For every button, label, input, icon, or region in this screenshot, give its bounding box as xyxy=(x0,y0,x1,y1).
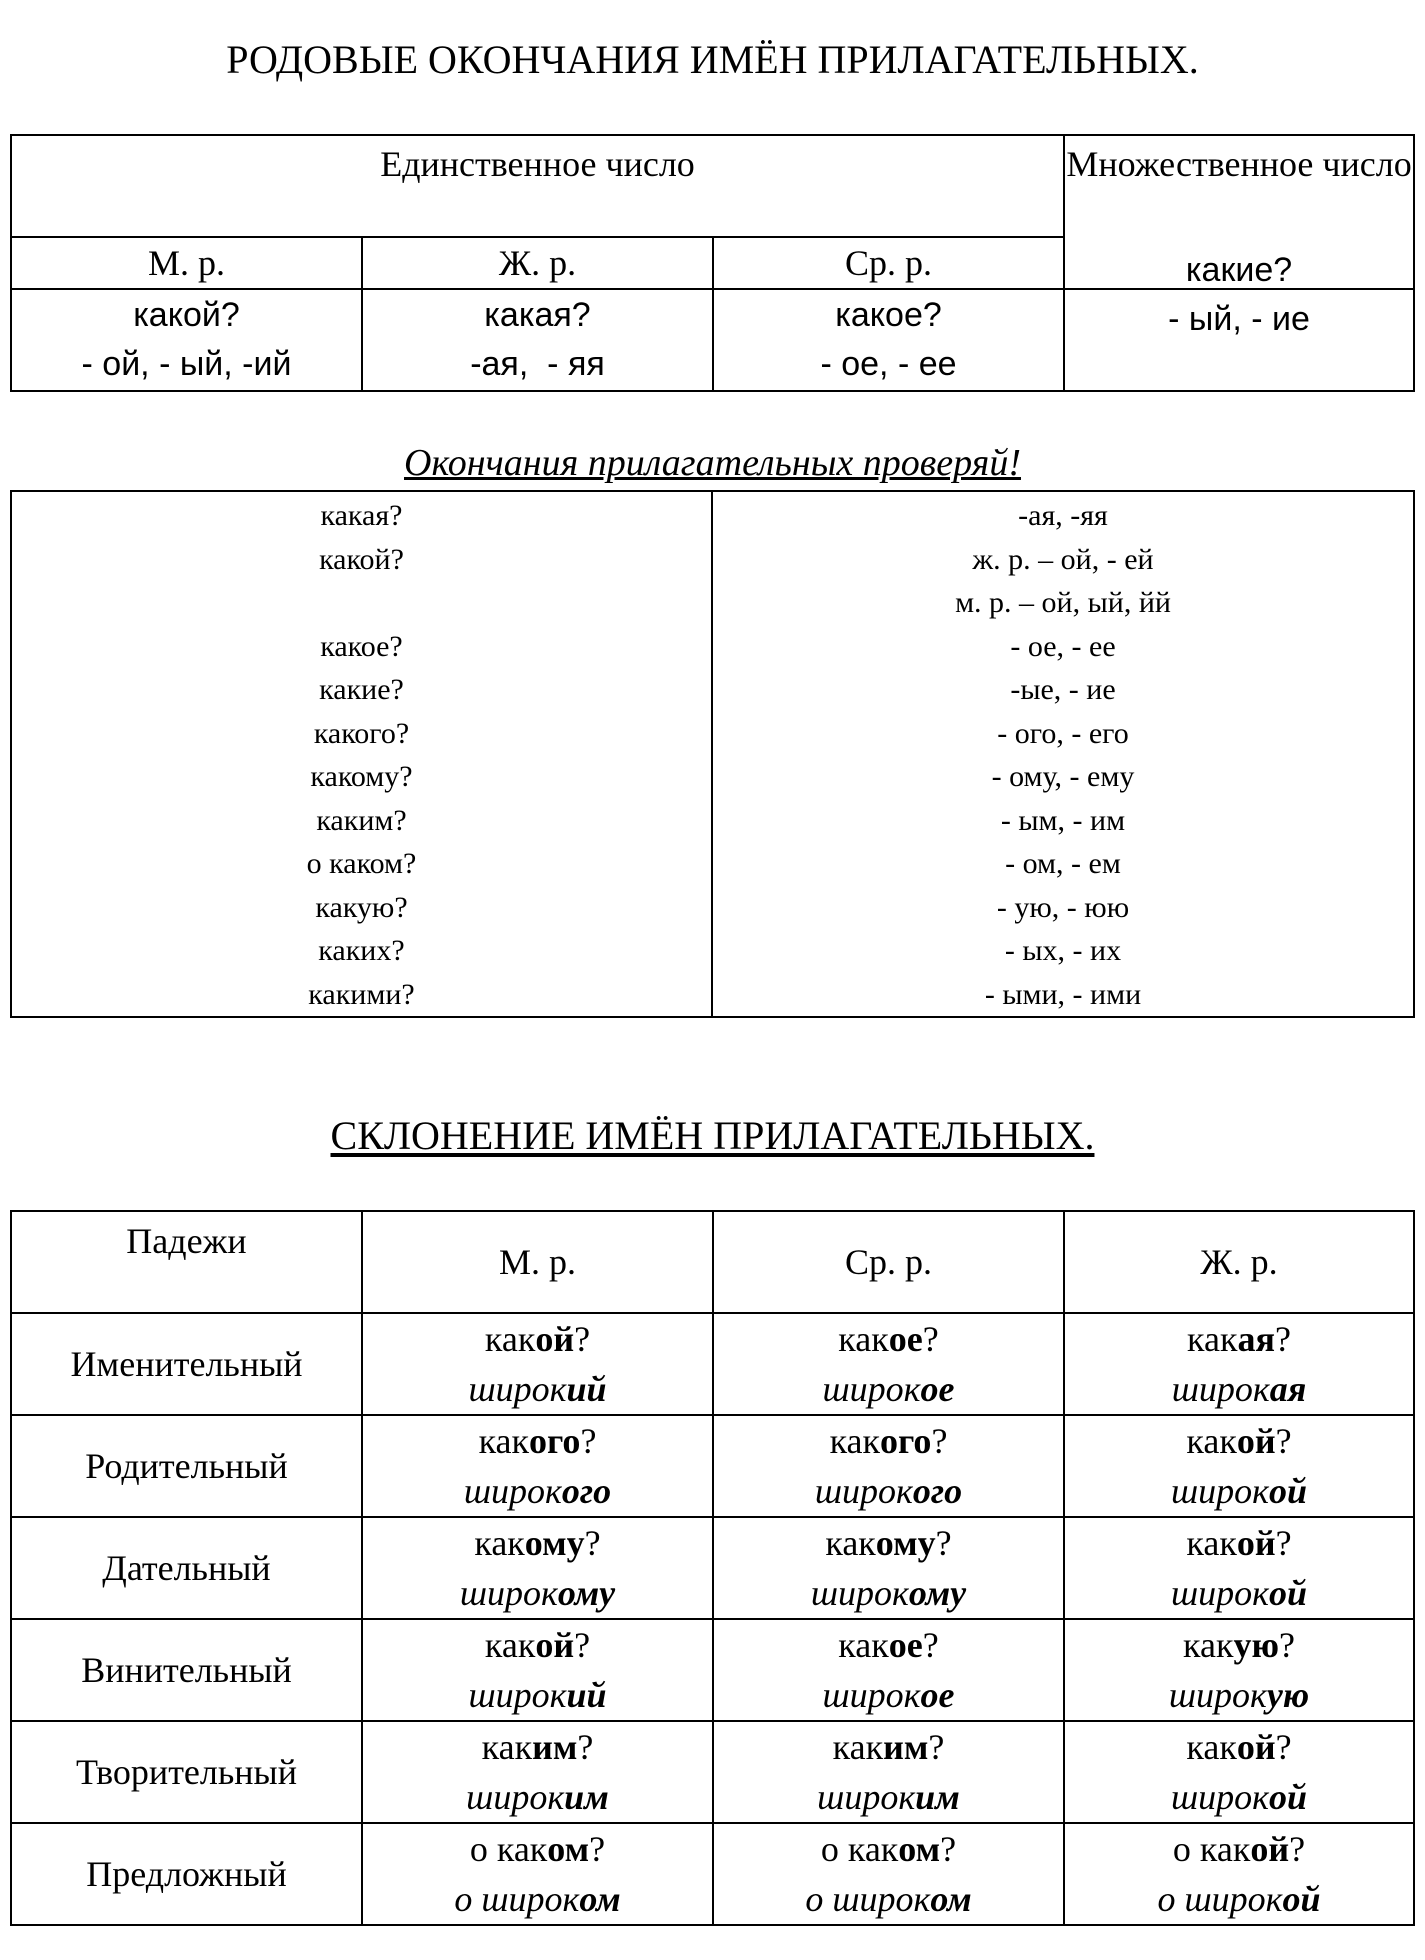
fem-question: какая? xyxy=(484,296,591,334)
masc-header: М. р. xyxy=(362,1211,713,1313)
ending-item: - ых, - их xyxy=(1004,934,1122,967)
neut-form-cell xyxy=(713,1313,1064,1415)
question-ending: ом xyxy=(547,1829,590,1869)
example-stem: о широк xyxy=(454,1879,580,1919)
question-mark: ? xyxy=(589,1829,606,1869)
case-name: Родительный xyxy=(11,1415,362,1517)
fem-header: Ж. р. xyxy=(362,237,713,289)
question-word xyxy=(714,1722,1063,1772)
question-endings-table xyxy=(10,490,1415,1018)
question-stem: как xyxy=(484,1625,536,1665)
question-ending: ой xyxy=(1236,1523,1276,1563)
question-item: какую? xyxy=(315,890,408,924)
masc-header: М. р. xyxy=(11,237,362,289)
question-word xyxy=(714,1518,1063,1568)
question-ending: ое xyxy=(888,1319,923,1359)
ending-item: - ого, - его xyxy=(997,716,1129,750)
question-item: какая? xyxy=(320,499,403,532)
question-mark: ? xyxy=(1275,1523,1292,1563)
question-ending: ому xyxy=(875,1523,936,1563)
page-title: РОДОВЫЕ ОКОНЧАНИЯ ИМЁН ПРИЛАГАТЕЛЬНЫХ. xyxy=(226,37,1199,82)
question-stem: как xyxy=(474,1523,525,1563)
question-stem: как xyxy=(838,1319,889,1359)
fem-form-cell xyxy=(1064,1619,1414,1721)
fem-form-cell xyxy=(1064,1313,1414,1415)
example-word xyxy=(363,1364,712,1414)
example-ending: ого xyxy=(912,1471,963,1511)
neut-header: Ср. р. xyxy=(713,1211,1064,1313)
question-mark: ? xyxy=(1275,1727,1292,1767)
ending-item: - ым, - им xyxy=(1000,803,1126,837)
example-ending: ой xyxy=(1268,1777,1308,1817)
case-row xyxy=(11,1313,1414,1415)
example-word xyxy=(714,1466,1063,1516)
question-stem: как xyxy=(829,1421,880,1461)
example-ending: ому xyxy=(557,1573,616,1613)
ending-item: - ое, - ее xyxy=(1010,629,1116,663)
example-word xyxy=(363,1772,712,1822)
example-stem: широк xyxy=(463,1471,562,1511)
example-stem: широк xyxy=(468,1675,567,1715)
fem-cell xyxy=(362,289,713,391)
gender-endings-table xyxy=(10,134,1415,392)
question-mark: ? xyxy=(922,1625,939,1665)
example-stem: широк xyxy=(822,1675,921,1715)
neut-endings: - ое, - ее xyxy=(820,345,957,383)
neut-cell xyxy=(713,289,1064,391)
ending-item: - ом, - ем xyxy=(1005,847,1121,880)
example-ending: ую xyxy=(1266,1675,1310,1715)
question-ending: ого xyxy=(879,1421,932,1461)
section-title: СКЛОНЕНИЕ ИМЁН ПРИЛАГАТЕЛЬНЫХ. xyxy=(330,1113,1095,1158)
cases-header: Падежи xyxy=(11,1211,362,1313)
masc-endings: - ой, - ый, -ий xyxy=(81,345,292,383)
fem-form-cell xyxy=(1064,1517,1414,1619)
question-stem: как xyxy=(832,1727,884,1767)
question-ending: ую xyxy=(1233,1625,1279,1665)
example-ending: ой xyxy=(1268,1471,1308,1511)
example-stem: широк xyxy=(1168,1675,1267,1715)
question-mark: ? xyxy=(1289,1829,1306,1869)
question-mark: ? xyxy=(922,1319,939,1359)
case-name: Предложный xyxy=(11,1823,362,1925)
example-stem: широк xyxy=(459,1573,558,1613)
question-stem: как xyxy=(838,1625,889,1665)
example-ending: ом xyxy=(579,1879,621,1919)
masc-form-cell xyxy=(362,1415,713,1517)
case-row xyxy=(11,1721,1414,1823)
example-stem: о широк xyxy=(1157,1879,1283,1919)
example-ending: ому xyxy=(908,1573,967,1613)
question-mark: ? xyxy=(574,1625,591,1665)
example-stem: широк xyxy=(817,1777,916,1817)
example-ending: им xyxy=(915,1777,960,1817)
question-word xyxy=(363,1620,712,1670)
plural-endings: - ый, - ие xyxy=(1168,300,1310,338)
masc-form-cell xyxy=(362,1721,713,1823)
question-mark: ? xyxy=(1275,1421,1292,1461)
example-stem: широк xyxy=(1170,1471,1269,1511)
plural-cell xyxy=(1064,251,1414,391)
question-ending: ой xyxy=(1236,1421,1276,1461)
question-stem: как xyxy=(1186,1421,1237,1461)
example-ending: ое xyxy=(920,1369,955,1409)
question-item: какому? xyxy=(310,760,413,793)
question-ending: ое xyxy=(888,1625,923,1665)
question-word xyxy=(363,1824,712,1874)
question-word xyxy=(363,1416,712,1466)
example-stem: широк xyxy=(1171,1369,1270,1409)
case-name: Винительный xyxy=(11,1619,362,1721)
question-word xyxy=(363,1314,712,1364)
plural-question: какие? xyxy=(1185,251,1293,289)
example-word xyxy=(1065,1670,1413,1720)
question-mark: ? xyxy=(928,1727,945,1767)
example-word xyxy=(1065,1466,1413,1516)
fem-form-cell xyxy=(1064,1415,1414,1517)
questions-column xyxy=(11,491,712,1017)
example-word xyxy=(363,1568,712,1618)
example-stem: широк xyxy=(468,1369,567,1409)
question-word xyxy=(714,1314,1063,1364)
question-ending: ой xyxy=(535,1625,575,1665)
fem-endings: -ая, - яя xyxy=(470,345,605,383)
question-stem: как xyxy=(1187,1319,1238,1359)
question-word xyxy=(363,1722,712,1772)
example-word xyxy=(1065,1364,1413,1414)
example-ending: ой xyxy=(1268,1573,1308,1613)
example-ending: ого xyxy=(561,1471,612,1511)
question-item: какого? xyxy=(313,716,410,750)
ending-item: ж. р. – ой, - ей xyxy=(972,542,1154,576)
neut-form-cell xyxy=(713,1517,1064,1619)
example-stem: широк xyxy=(1170,1573,1269,1613)
example-word xyxy=(363,1874,712,1924)
example-ending: ой xyxy=(1282,1879,1321,1919)
question-stem: как xyxy=(1186,1523,1237,1563)
neut-form-cell xyxy=(713,1619,1064,1721)
question-ending: ом xyxy=(898,1829,941,1869)
example-word xyxy=(363,1670,712,1720)
neut-form-cell xyxy=(713,1721,1064,1823)
masc-form-cell xyxy=(362,1823,713,1925)
neut-question: какое? xyxy=(835,296,942,334)
example-word xyxy=(1065,1772,1413,1822)
ending-item: -ая, -яя xyxy=(1018,499,1108,532)
case-name: Дательный xyxy=(11,1517,362,1619)
example-word xyxy=(714,1772,1063,1822)
case-row xyxy=(11,1415,1414,1517)
question-stem: о как xyxy=(1172,1829,1251,1869)
question-mark: ? xyxy=(1274,1319,1291,1359)
endings-column xyxy=(712,491,1414,1017)
question-item: какое? xyxy=(320,629,403,663)
question-word xyxy=(714,1620,1063,1670)
question-word xyxy=(1065,1416,1413,1466)
example-word xyxy=(714,1874,1063,1924)
question-ending: ой xyxy=(1250,1829,1290,1869)
question-word xyxy=(1065,1824,1413,1874)
fem-form-cell xyxy=(1064,1823,1414,1925)
question-mark: ? xyxy=(577,1727,594,1767)
question-stem: как xyxy=(825,1523,876,1563)
example-ending: ое xyxy=(920,1675,955,1715)
ending-item: - ыми, - ими xyxy=(984,977,1142,1011)
question-item: какие? xyxy=(319,673,404,706)
question-item: какой? xyxy=(319,542,404,576)
question-stem: как xyxy=(478,1421,529,1461)
ending-item: - ую, - юю xyxy=(996,890,1130,924)
question-mark: ? xyxy=(584,1523,601,1563)
question-ending: ой xyxy=(535,1319,575,1359)
ending-item: -ые, - ие xyxy=(1010,673,1116,706)
question-word xyxy=(714,1416,1063,1466)
masc-question: какой? xyxy=(133,296,240,334)
ending-item: м. р. – ой, ый, йй xyxy=(955,586,1171,619)
question-word xyxy=(1065,1518,1413,1568)
example-word xyxy=(714,1670,1063,1720)
question-word xyxy=(1065,1314,1413,1364)
neut-form-cell xyxy=(713,1415,1064,1517)
example-ending: ий xyxy=(566,1369,607,1409)
check-endings-note: Окончания прилагательных проверяй! xyxy=(404,442,1021,484)
example-word xyxy=(1065,1568,1413,1618)
neut-header: Ср. р. xyxy=(713,237,1064,289)
question-mark: ? xyxy=(931,1421,948,1461)
example-stem: широк xyxy=(810,1573,909,1613)
question-item: каких? xyxy=(318,934,405,967)
question-word xyxy=(1065,1620,1413,1670)
example-ending: им xyxy=(564,1777,609,1817)
question-mark: ? xyxy=(1278,1625,1295,1665)
question-ending: им xyxy=(883,1727,929,1767)
example-stem: широк xyxy=(814,1471,913,1511)
singular-header: Единственное число xyxy=(11,135,1064,237)
question-ending: им xyxy=(532,1727,578,1767)
example-stem: о широк xyxy=(805,1879,931,1919)
question-item: о каком? xyxy=(306,847,417,880)
example-stem: широк xyxy=(1170,1777,1269,1817)
example-ending: ий xyxy=(566,1675,607,1715)
question-stem: как xyxy=(1183,1625,1234,1665)
question-item xyxy=(12,581,711,625)
question-stem: о как xyxy=(469,1829,548,1869)
question-word xyxy=(363,1518,712,1568)
question-item: каким? xyxy=(316,803,407,837)
question-stem: как xyxy=(484,1319,536,1359)
question-word xyxy=(1065,1722,1413,1772)
masc-cell xyxy=(11,289,362,391)
example-ending: ом xyxy=(930,1879,972,1919)
question-ending: ая xyxy=(1237,1319,1275,1359)
question-mark: ? xyxy=(574,1319,591,1359)
question-mark: ? xyxy=(935,1523,952,1563)
example-word xyxy=(1065,1874,1413,1924)
fem-header: Ж. р. xyxy=(1064,1211,1414,1313)
case-row xyxy=(11,1823,1414,1925)
question-ending: ой xyxy=(1236,1727,1276,1767)
example-word xyxy=(714,1568,1063,1618)
masc-form-cell xyxy=(362,1313,713,1415)
question-mark: ? xyxy=(580,1421,597,1461)
example-ending: ая xyxy=(1269,1369,1307,1409)
question-ending: ого xyxy=(528,1421,581,1461)
masc-form-cell xyxy=(362,1619,713,1721)
case-name: Творительный xyxy=(11,1721,362,1823)
plural-header: Множественное число xyxy=(1064,135,1414,289)
question-stem: как xyxy=(1186,1727,1237,1767)
masc-form-cell xyxy=(362,1517,713,1619)
question-mark: ? xyxy=(940,1829,957,1869)
question-ending: ому xyxy=(524,1523,585,1563)
case-row xyxy=(11,1619,1414,1721)
question-stem: как xyxy=(481,1727,533,1767)
question-stem: о как xyxy=(820,1829,899,1869)
case-row xyxy=(11,1517,1414,1619)
question-word xyxy=(714,1824,1063,1874)
example-stem: широк xyxy=(466,1777,565,1817)
fem-form-cell xyxy=(1064,1721,1414,1823)
declension-table xyxy=(10,1210,1415,1926)
ending-item: - ому, - ему xyxy=(991,760,1135,793)
neut-form-cell xyxy=(713,1823,1064,1925)
case-name: Именительный xyxy=(11,1313,362,1415)
example-word xyxy=(714,1364,1063,1414)
example-word xyxy=(363,1466,712,1516)
question-item: какими? xyxy=(308,977,415,1011)
example-stem: широк xyxy=(822,1369,921,1409)
